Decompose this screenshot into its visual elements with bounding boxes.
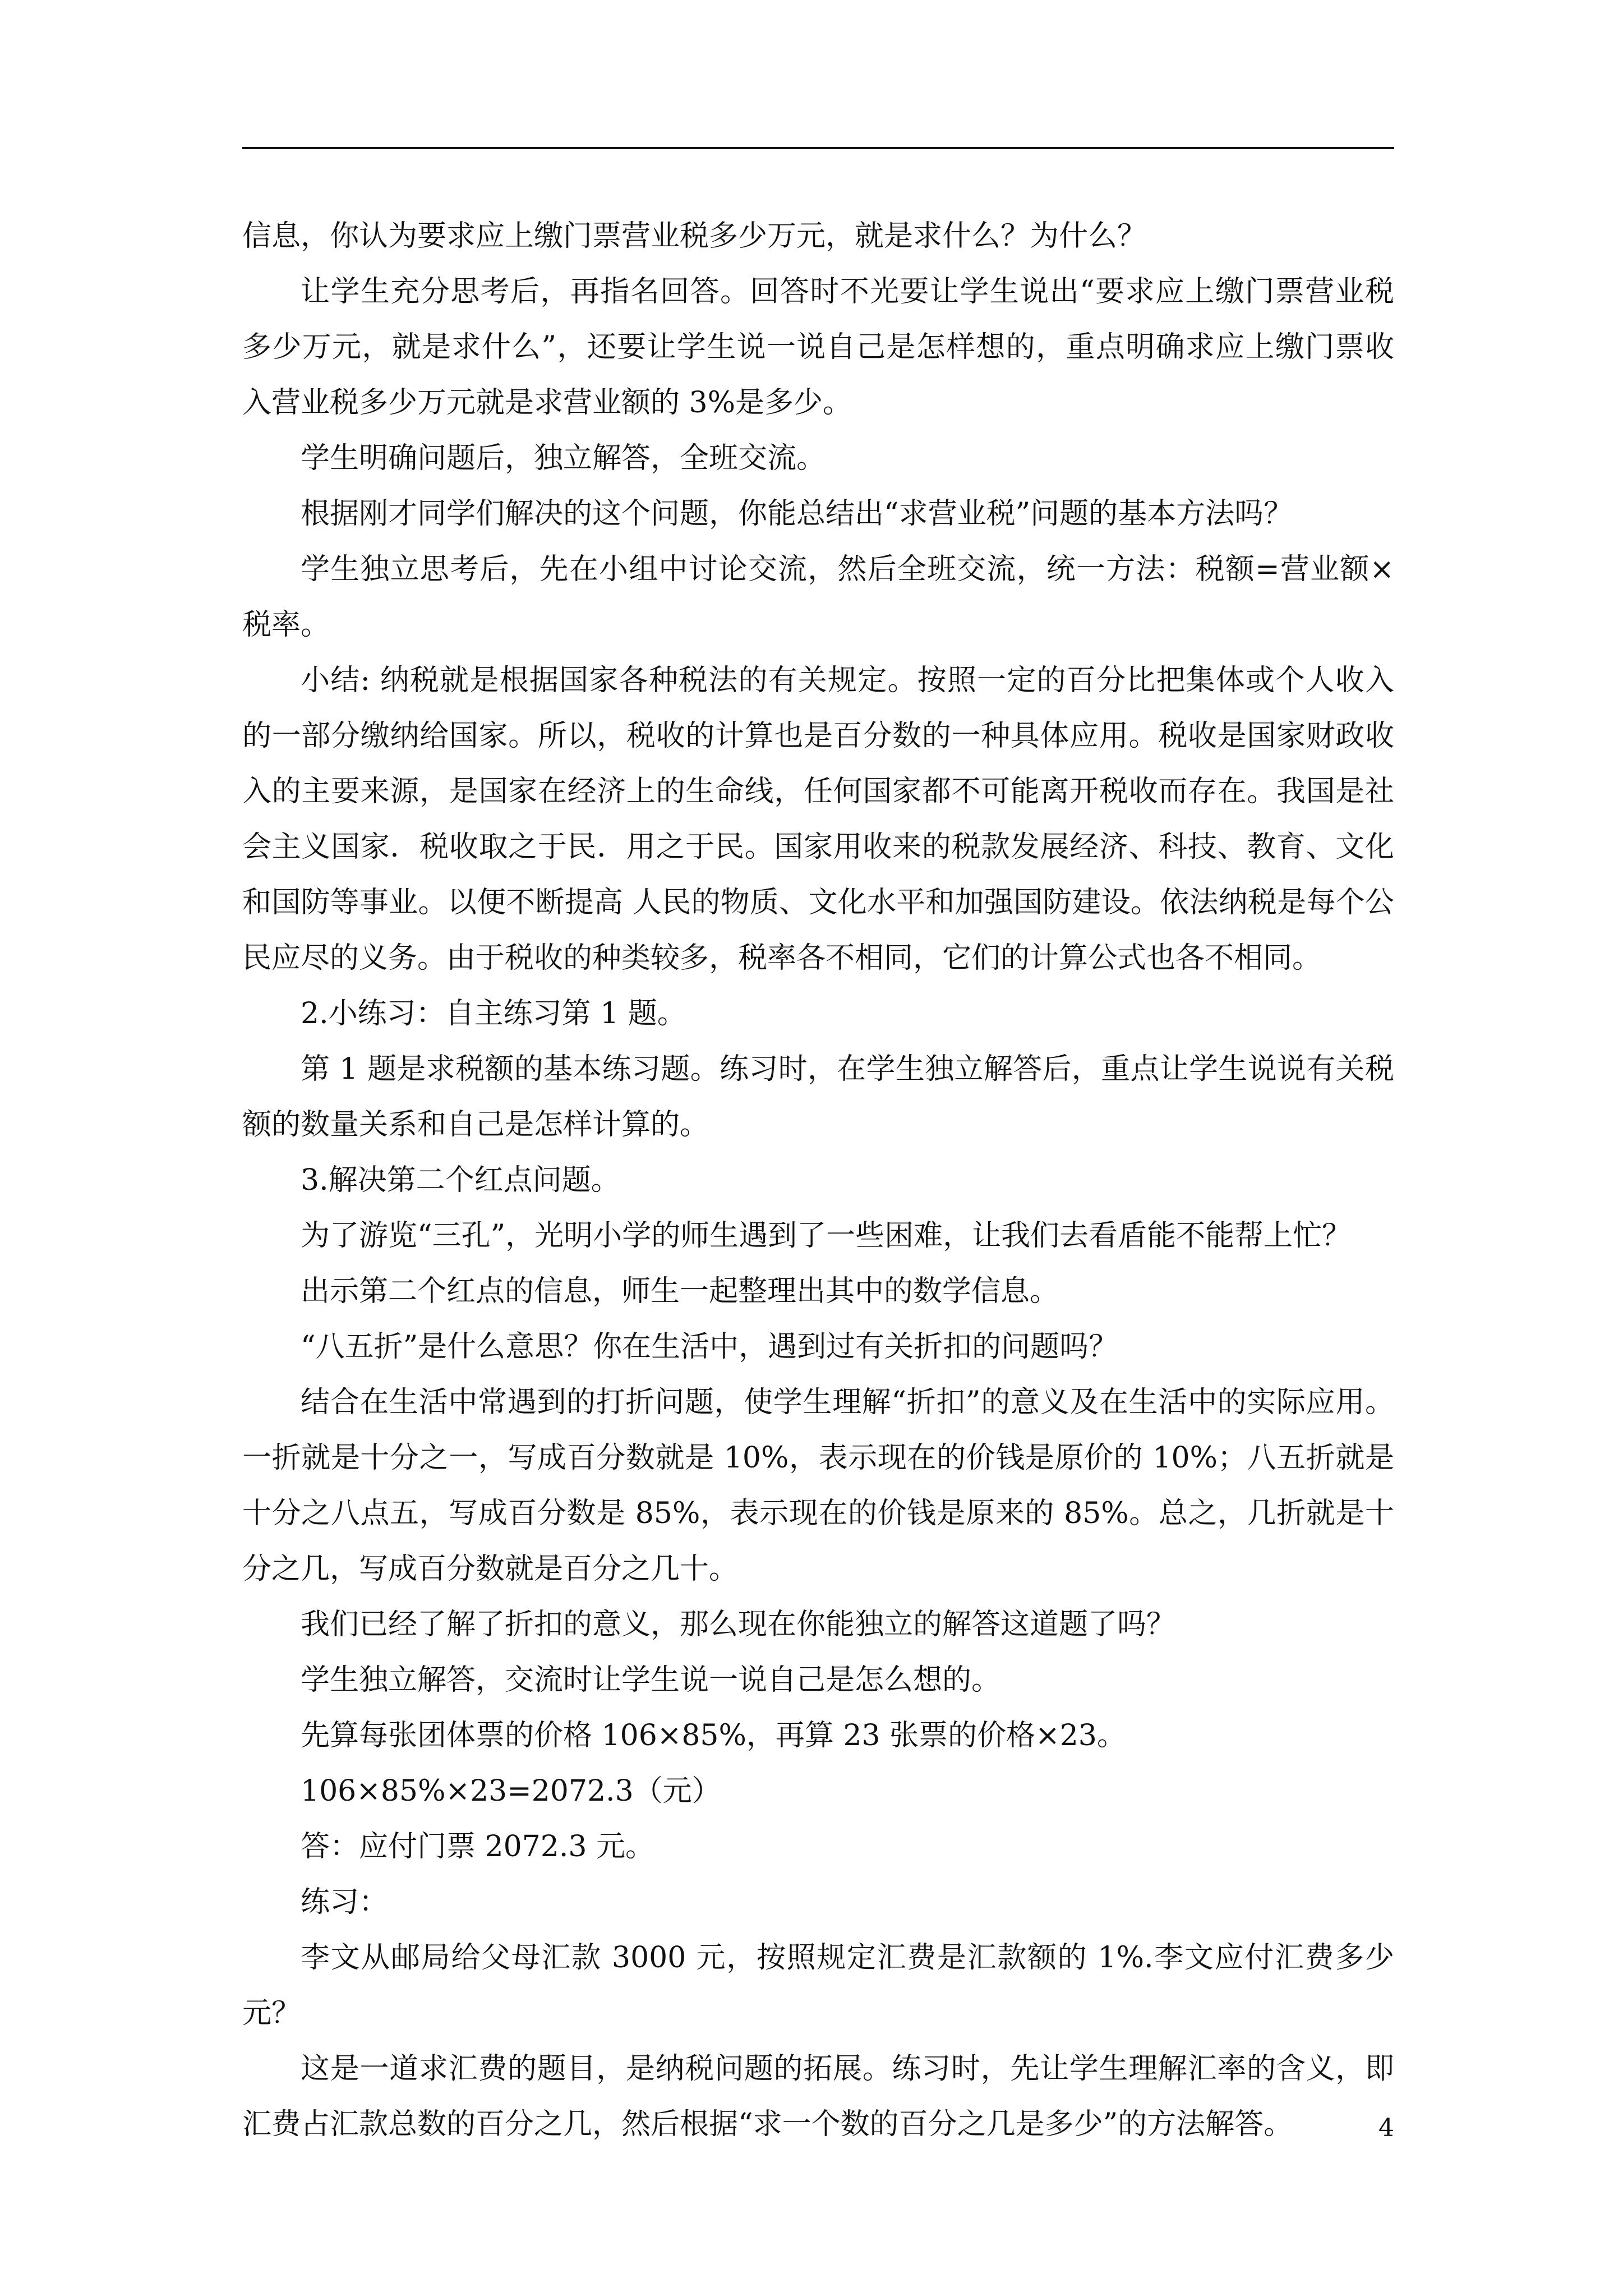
answer-line: 答：应付门票 2072.3 元。 bbox=[301, 1830, 655, 1864]
paragraph: 信息，你认为要求应上缴门票营业税多少万元，就是求什么？为什么？ bbox=[242, 219, 1147, 253]
header-rule bbox=[242, 147, 1394, 149]
paragraph: 结合在生活中常遇到的打折问题，使学生理解“折扣”的意义及在生活中的实际应用。一折就是十分之一，写成百分数就是 10%，表示现在的价钱是原价的 10%；八五折就是十分之八点五，写成百分数是 85%，表示现在的价钱是原来的 85%。总之，几折就是十分之几，写成百分数就是百分之几十。 bbox=[242, 1386, 1394, 1586]
paragraph: “八五折”是什么意思？你在生活中，遇到过有关折扣的问题吗？ bbox=[301, 1330, 1118, 1364]
paragraph: 练习： bbox=[301, 1885, 389, 1919]
paragraph: 出示第二个红点的信息，师生一起整理出其中的数学信息。 bbox=[301, 1274, 1059, 1308]
paragraph: 让学生充分思考后，再指名回答。回答时不光要让学生说出“要求应上缴门票营业税多少万元，就是求什么”，还要让学生说一说自己是怎样想的，重点明确求应上缴门票收入营业税多少万元就是求营业额的 3%是多少。 bbox=[242, 275, 1394, 420]
paragraph: 我们已经了解了折扣的意义，那么现在你能独立的解答这道题了吗？ bbox=[301, 1608, 1176, 1641]
paragraph: 学生明确问题后，独立解答，全班交流。 bbox=[301, 441, 826, 475]
paragraph: 3.解决第二个红点问题。 bbox=[301, 1163, 620, 1197]
paragraph-summary: 小结: 纳税就是根据国家各种税法的有关规定。按照一定的百分比把集体或个人收入的一部分缴纳给国家。所以，税收的计算也是百分数的一种具体应用。税收是国家财政收入的主要来源，是国家在经济上的生命线，任何国家都不可能离开税收而存在。我国是社会主义国家．税收取之于民．用之于民。国家用收来的税款发展经济、科技、教育、文化和国防等事业。以便不断提高 人民的物质、文化水平和加强国防建设。依法纳税是每个公民应尽的义务。由于税收的种类较多，税率各不相同，它们的计算公式也各不相同。 bbox=[242, 664, 1394, 975]
page-number: 4 bbox=[1378, 2114, 1394, 2142]
paragraph: 这是一道求汇费的题目，是纳税问题的拓展。练习时，先让学生理解汇率的含义，即汇费占汇款总数的百分之几，然后根据“求一个数的百分之几是多少”的方法解答。 bbox=[242, 2052, 1394, 2141]
equation-line: 106×85%×23=2072.3（元） bbox=[301, 1774, 721, 1808]
paragraph: 李文从邮局给父母汇款 3000 元，按照规定汇费是汇款额的 1%.李文应付汇费多少元？ bbox=[242, 1941, 1394, 2030]
paragraph: 学生独立解答，交流时让学生说一说自己是怎么想的。 bbox=[301, 1663, 1001, 1697]
paragraph: 为了游览“三孔”，光明小学的师生遇到了一些困难，让我们去看盾能不能帮上忙？ bbox=[301, 1219, 1352, 1253]
paragraph: 第 1 题是求税额的基本练习题。练习时，在学生独立解答后，重点让学生说说有关税额的数量关系和自己是怎样计算的。 bbox=[242, 1052, 1394, 1142]
paragraph: 学生独立思考后，先在小组中讨论交流，然后全班交流，统一方法：税额=营业额×税率。 bbox=[242, 553, 1394, 642]
paragraph: 先算每张团体票的价格 106×85%，再算 23 张票的价格×23。 bbox=[301, 1719, 1126, 1752]
paragraph: 2.小练习：自主练习第 1 题。 bbox=[301, 997, 686, 1030]
body-text bbox=[242, 209, 1394, 2152]
paragraph: 根据刚才同学们解决的这个问题，你能总结出“求营业税”问题的基本方法吗？ bbox=[301, 497, 1293, 531]
